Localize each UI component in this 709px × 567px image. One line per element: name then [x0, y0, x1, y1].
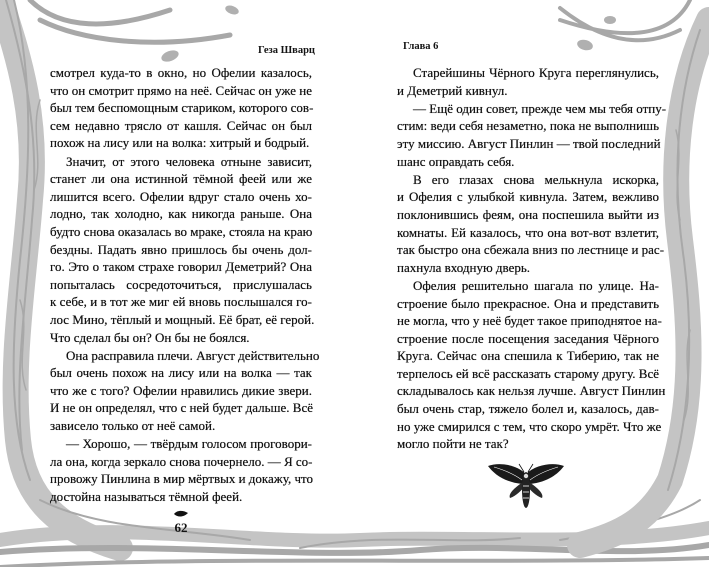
text-line: — Ещё один совет, прежде чем мы тебя отпу- — [413, 100, 667, 116]
running-head-chapter: Глава 6 — [403, 41, 439, 52]
text-line: строение после посещения заседания Чёрного — [397, 330, 659, 346]
text-line: и Офелия с улыбкой кивнула. Затем, вежливо — [397, 189, 659, 205]
text-line: что он смотрит прямо на неё. Сейчас он уже не — [50, 82, 312, 98]
text-line: и Деметрий кивнул. — [397, 82, 508, 98]
text-line: провожу Пинлина в мир мёртвых и докажу, что — [50, 471, 314, 487]
text-line: был тем беспомощным стариком, которого сов- — [50, 100, 314, 116]
text-line: будто снова оказалась во мраке, стояла на краю — [50, 223, 313, 239]
text-line: бездны. Падать явно пришлось бы очень дол- — [50, 241, 312, 257]
paragraph — [50, 64, 312, 152]
text-line: похож на лису или на волка: хитрый и бодрый. — [50, 135, 310, 151]
text-line: но уже смирился с тем, что скоро умрёт. Что же — [397, 418, 662, 434]
text-line: достойна называться тёмной феей. — [50, 489, 243, 505]
text-line: лишится всего. Офелии вдруг стало очень хо- — [50, 188, 312, 204]
text-line: так быстро она сбежала вниз по лестнице и рас- — [397, 242, 665, 258]
paragraph — [50, 435, 312, 505]
moth-illustration — [486, 460, 566, 512]
text-line: поклонившись феям, она поспешила выйти из — [397, 206, 659, 222]
paragraph — [397, 277, 666, 453]
text-line: могло пойти не так? — [397, 436, 509, 452]
text-line: комнаты. Ей казалось, что она вот-вот взлетит, — [397, 224, 659, 240]
paragraph — [397, 171, 665, 277]
text-line: смотрел куда-то в окно, но Офелии казалось, — [50, 65, 312, 80]
text-line: терпелось ей всё рассказать старому другу. Всё — [397, 365, 659, 381]
text-line: не могла, что у неё будет такое приподнятое на- — [397, 313, 662, 329]
text-line: эту миссию. Август Пинлин — твой последний — [397, 135, 661, 151]
text-line: лодно, так холодно, как никогда раньше. Она — [50, 206, 312, 222]
text-line: к себе, и в тот же миг ей вновь послышался го- — [50, 294, 312, 310]
text-line: Офелия решительно шагала по улице. На- — [413, 277, 659, 293]
paragraph — [397, 100, 667, 170]
text-line: ла она, когда зеркало снова почернело. — Я со- — [50, 453, 313, 469]
text-line: И не он определял, что с ней будет дальше. Всё — [50, 400, 313, 416]
right-page-text — [397, 64, 667, 453]
left-page-text — [50, 64, 320, 506]
text-line: пахнула входную дверь. — [397, 259, 531, 275]
page-number: 62 — [174, 520, 188, 535]
text-line: Она расправила плечи. Август действительно — [66, 347, 320, 363]
paragraph — [50, 153, 315, 347]
text-line: стим: веди себя незаметно, пока не выполнишь — [397, 118, 659, 134]
text-line: — Хорошо, — твёрдым голосом проговори- — [66, 436, 312, 452]
text-line: го. Это о таком страхе говорил Деметрий? Она — [50, 259, 312, 275]
text-line: Круга. Сейчас она спешила к Тиберию, так не — [397, 348, 659, 364]
text-line: Значит, от этого человека отныне зависит, — [66, 153, 312, 169]
paragraph — [397, 64, 659, 99]
text-line: Старейшины Чёрного Круга переглянулись, — [413, 65, 659, 80]
text-line: был очень стар, тяжело болел и, казалось, дав- — [397, 401, 659, 417]
text-line: В его глазах снова мелькнула искорка, — [413, 171, 659, 187]
text-line: Что сделал бы он? Он бы не боялся. — [50, 329, 250, 345]
text-line: станет ли она истинной тёмной феей или же — [50, 171, 312, 187]
text-line: лос Мино, тёплый и мощный. Её брат, её герой. — [50, 311, 315, 327]
text-line: шанс оправдать себя. — [397, 153, 515, 169]
text-line: строение было прекрасное. Она и представить — [397, 295, 659, 311]
text-line: сем недавно трясло от кашля. Сейчас он был — [50, 117, 312, 133]
text-line: что же с того? Офелии нравились дикие звери. — [50, 382, 312, 398]
paragraph — [50, 347, 320, 435]
running-head-author: Геза Шварц — [258, 45, 315, 56]
text-line: зависело только от неё самой. — [50, 418, 216, 434]
text-line: складывалось как нельзя лучше. Август Пинлин — [397, 383, 666, 399]
leaf-ornament-icon — [174, 510, 188, 518]
text-line: был очень похож на лису или на волка — так — [50, 365, 312, 381]
text-line: попыталась сосредоточиться, прислушалась — [50, 276, 312, 292]
